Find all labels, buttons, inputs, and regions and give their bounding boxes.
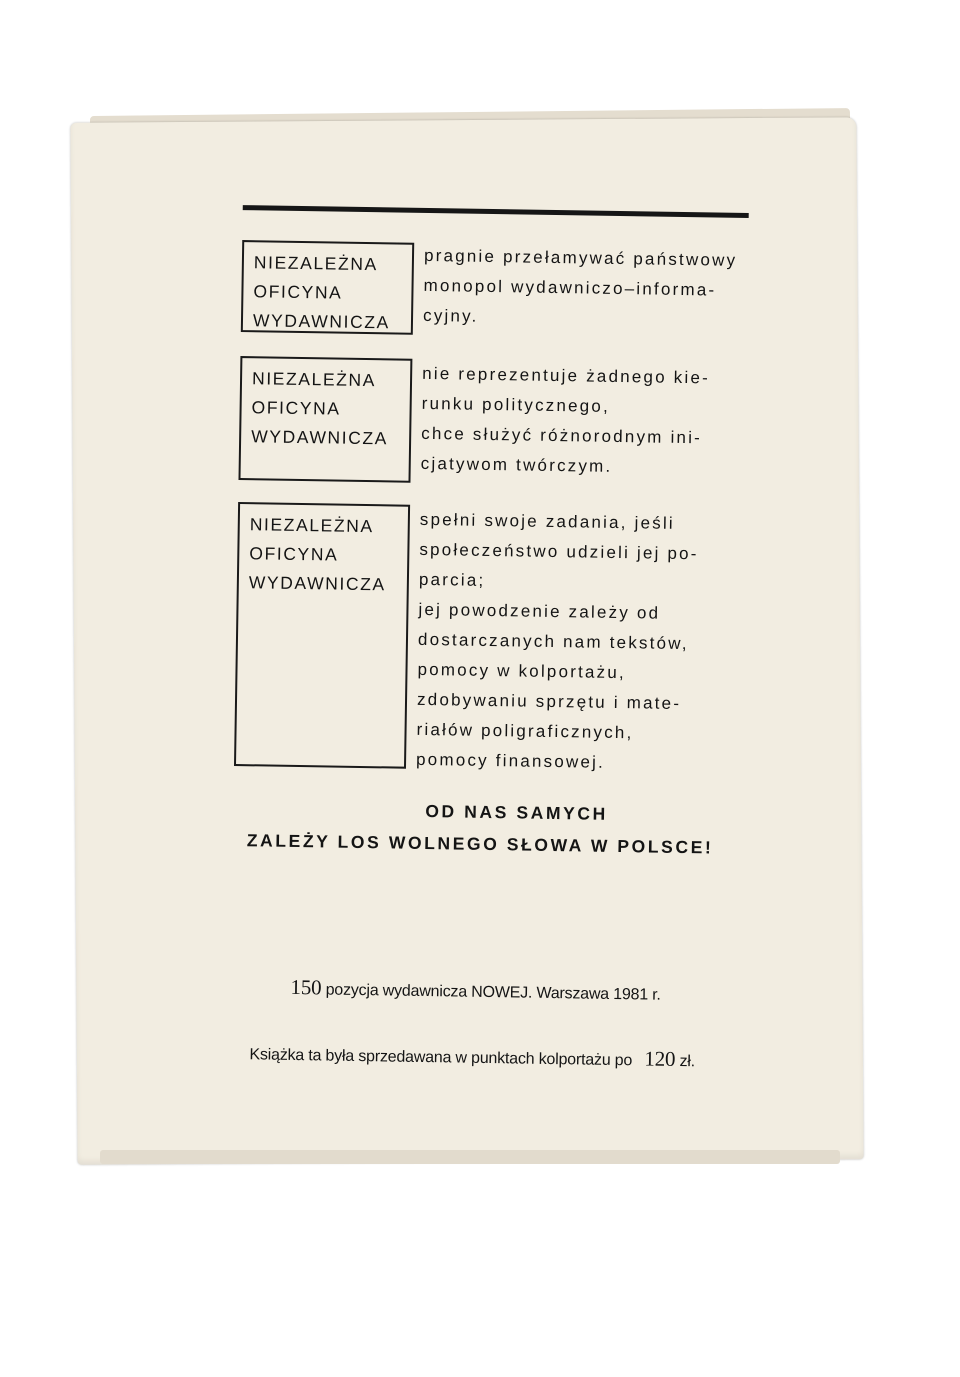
text-line: zdobywaniu sprzętu i mate- [416,689,682,714]
slogan-line-1: OD NAS SAMYCH [425,801,609,824]
text-line: dostarczanych nam tekstów, [417,629,689,654]
edition-text: pozycja wydawnicza NOWEJ. Warszawa 1981 r. [325,981,661,1004]
box-line: NIEZALEŻNA [249,514,374,537]
text-line: monopol wydawniczo–informa- [423,275,717,300]
box-line: NIEZALEŻNA [253,252,378,275]
price-unit: zł. [679,1053,696,1071]
text-line: nie reprezentuje żadnego kie- [422,363,711,388]
price-text: Książka ta była sprzedawana w punktach kolportażu po [249,1046,633,1070]
block-text [416,505,699,779]
text-line: runku politycznego, [421,393,611,416]
text-line: pomocy finansowej. [415,749,606,772]
publisher-name-box [234,502,410,769]
slogan-line-2: ZALEŻY LOS WOLNEGO SŁOWA W POLSCE! [246,830,714,858]
edition-number: 150 [290,974,322,1000]
box-line: WYDAWNICZA [252,310,391,333]
box-line: OFICYNA [253,281,343,303]
text-line: pomocy w kolportażu, [417,659,627,683]
box-line: NIEZALEŻNA [251,368,377,391]
text-line: jej powodzenie zależy od [418,599,661,623]
box-line: WYDAWNICZA [248,572,386,595]
block-text [423,241,738,336]
text-line: spełni swoje zadania, jeśli [419,509,676,533]
text-line: społeczeństwo udzieli jej po- [419,539,699,564]
box-line: WYDAWNICZA [251,426,389,449]
text-line: riałów poligraficznych, [416,719,634,743]
text-line: pragnie przełamywać państwowy [423,245,738,270]
text-line: cjatywom twórczym. [420,453,613,476]
text-line: parcia; [418,569,486,590]
publisher-name-box [238,356,412,483]
text-line: cyjny. [422,305,479,326]
publisher-name-box [241,240,414,335]
box-line: OFICYNA [251,397,341,419]
box-line: OFICYNA [249,543,339,565]
text-line: chce służyć różnorodnym ini- [421,423,703,448]
block-text [421,359,711,484]
price-note [249,1040,695,1072]
price-value: 120 [644,1046,676,1071]
edition-note [290,975,661,1006]
top-rule [243,205,749,218]
